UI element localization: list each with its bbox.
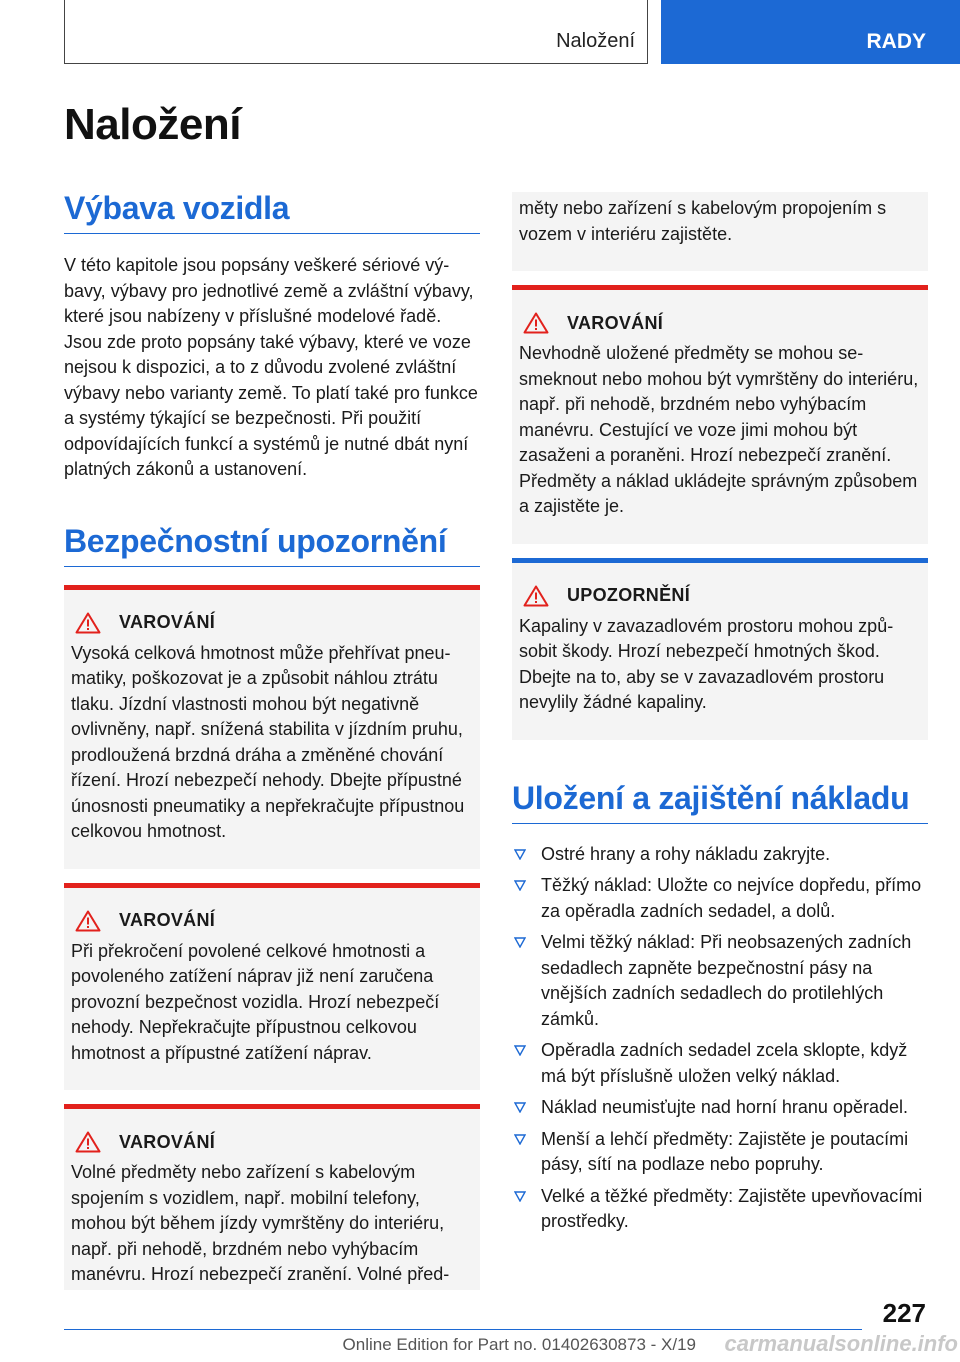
warning-text: Vysoká celková hmotnost může přehřívat pneumatiky, poškozovat je a způsobit náhlou ztrátu tlaku. Jízdní vlastnosti mohou být negativně ovlivněny, např. snížená stabilita v jízdním pruhu, prodloužená brzdná dráha a změněné chování řízení. Hrozí nebezpečí nehody. Dbejte přípustné únosnosti pneumatiky a nepřekračujte přípustnou celkovou hmotnost.	[71, 642, 465, 841]
triangle-bullet-icon	[514, 1102, 526, 1113]
warning-title: VAROVÁNÍ	[567, 312, 664, 333]
warning-box-1	[64, 585, 480, 869]
list-item: Menší a lehčí předměty: Zajistěte je poutacími pásy, sítí na podlaze nebo popruhy.	[512, 1127, 928, 1178]
cargo-bullet-list	[512, 842, 928, 1235]
warning-box-4	[512, 285, 928, 544]
triangle-bullet-icon	[514, 880, 526, 891]
footer-watermark: carmanualsonline.info	[724, 1331, 958, 1356]
warning-triangle-icon	[75, 1131, 101, 1153]
section-heading-vybava: Výbava vozidla	[64, 190, 480, 234]
header-tab-rady[interactable]	[661, 0, 960, 64]
page-title: Naložení	[64, 100, 241, 149]
list-item: Náklad neumisťujte nad horní hranu opěradel.	[512, 1095, 928, 1121]
header-tab-label: RADY	[866, 30, 926, 53]
left-column	[64, 190, 480, 1290]
warning-title: VAROVÁNÍ	[119, 1131, 216, 1152]
list-item: Velké a těžké předměty: Zajistěte upevňovacími prostředky.	[512, 1184, 928, 1235]
warning-triangle-icon	[523, 312, 549, 334]
triangle-bullet-icon	[514, 1045, 526, 1056]
page-number: 227	[882, 1298, 926, 1328]
right-column	[512, 192, 928, 1241]
list-item: Těžký náklad: Uložte co nejvíce dopředu, přímo za opěradla zadních sedadel, a dolů.	[512, 873, 928, 924]
warning-box-continuation	[512, 192, 928, 271]
warning-text: měty nebo zařízení s kabelovým propojením s vozem v interiéru zajistěte.	[519, 198, 887, 244]
warning-triangle-icon	[75, 910, 101, 932]
list-item: Ostré hrany a rohy nákladu zakryjte.	[512, 842, 928, 868]
triangle-bullet-icon	[514, 849, 526, 860]
warning-triangle-icon	[523, 585, 549, 607]
footer-divider	[64, 1329, 862, 1330]
notice-box	[512, 558, 928, 740]
vybava-paragraph: V této kapitole jsou popsány veškeré sériové výbavy, výbavy pro jednotlivé země a zvláštní výbavy, které jsou nabízeny v příslušné modelové řadě. Jsou zde proto popsány také výbavy, které ve voze nejsou k dispozici, a to z důvodu zvolené zvláštní výbavy nebo varianty země. To platí také pro funkce a systémy týkající se bezpečnosti. Při použití odpovídajících funkcí a systémů je nutné dbát nyní platných zákonů a ustanovení.	[64, 255, 478, 479]
warning-title: VAROVÁNÍ	[119, 612, 216, 632]
section-heading-bezpecnost: Bezpečnostní upozornění	[64, 523, 480, 567]
warning-title: VAROVÁNÍ	[119, 910, 216, 930]
list-item: Velmi těžký náklad: Při neobsazených zadních sedadlech zapněte bezpečnostní pásy na vnějších zadních sedadlech do protilehlých zámků.	[512, 930, 928, 1032]
warning-text: Nevhodně uložené předměty se mohou sesmeknout nebo mohou být vymrštěny do interiéru, např. při nehodě, brzdném nebo vyhýbacím manévru. Cestující ve voze jimi mohou být zasaženi a poraněni. Hrozí nebezpečí zranění. Předměty a náklad ukládejte správným způsobem a zajistěte je.	[519, 343, 919, 516]
header-section-box	[64, 0, 648, 64]
triangle-bullet-icon	[514, 1134, 526, 1145]
warning-triangle-icon	[75, 612, 101, 634]
warning-box-3	[64, 1104, 480, 1290]
notice-text: Kapaliny v zavazadlovém prostoru mohou způsobit škody. Hrozí nebezpečí hmotných škod. Dbejte na to, aby se v zavazadlovém prostoru nevylily žádné kapaliny.	[519, 615, 894, 712]
triangle-bullet-icon	[514, 1191, 526, 1202]
notice-title: UPOZORNĚNÍ	[567, 585, 691, 605]
warning-box-2	[64, 883, 480, 1091]
header-section-label: Naložení	[556, 30, 635, 52]
section-heading-ulozeni: Uložení a zajištění nákladu	[512, 780, 928, 824]
warning-text: Volné předměty nebo zařízení s kabelovým spojením s vozidlem, např. mobilní telefony, mohou být během jízdy vymrštěny do interiéru, např. při nehodě, brzdném nebo vyhýbacím manévru. Hrozí nebezpečí zranění. Volné před-	[71, 1162, 450, 1284]
triangle-bullet-icon	[514, 937, 526, 948]
footer-edition: Online Edition for Part no. 01402630873 - X/19	[342, 1335, 696, 1354]
list-item: Opěradla zadních sedadel zcela sklopte, když má být příslušně uložen velký náklad.	[512, 1038, 928, 1089]
warning-text: Při překročení povolené celkové hmotnosti a povoleného zatížení náprav již není zaručena provozní bezpečnost vozidla. Hrozí nebezpečí nehody. Nepřekračujte přípustnou celkovou hmotnost a přípustné zatížení náprav.	[71, 940, 440, 1063]
